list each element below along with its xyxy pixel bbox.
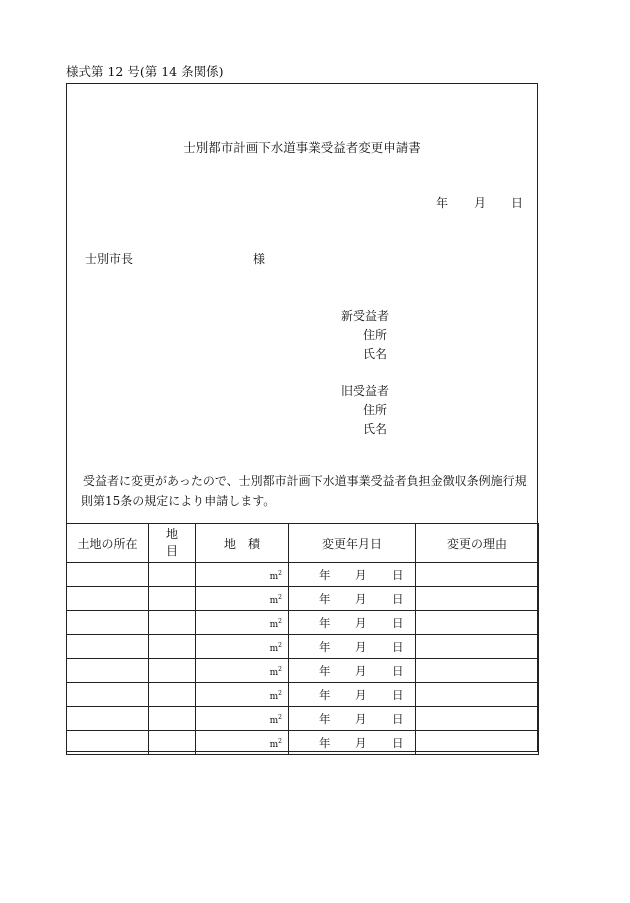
table-row	[67, 659, 539, 683]
cell-area[interactable]	[196, 683, 289, 707]
cell-location[interactable]	[67, 563, 149, 587]
cell-chimoku[interactable]	[149, 611, 196, 635]
row-day-label: 日	[392, 616, 404, 630]
old-beneficiary-label: 旧受益者	[341, 384, 390, 398]
form-title: 士別都市計画下水道事業受益者変更申請書	[183, 140, 421, 155]
row-year-label: 年	[319, 640, 331, 654]
table-row	[67, 563, 539, 587]
row-month-label: 月	[355, 616, 367, 630]
row-month-label: 月	[355, 736, 367, 750]
table-row	[67, 683, 539, 707]
header-chimoku-bottom: 目	[165, 544, 178, 558]
cell-area[interactable]	[196, 611, 289, 635]
cell-change-date[interactable]	[289, 635, 416, 659]
header-chimoku-top: 地	[165, 527, 178, 541]
row-month-label: 月	[355, 592, 367, 606]
row-year-label: 年	[319, 736, 331, 750]
cell-reason[interactable]	[416, 659, 539, 683]
cell-chimoku[interactable]	[149, 683, 196, 707]
cell-reason[interactable]	[416, 707, 539, 731]
cell-reason[interactable]	[416, 683, 539, 707]
area-unit: $m^2$	[269, 641, 282, 654]
cell-location[interactable]	[67, 587, 149, 611]
cell-chimoku[interactable]	[149, 731, 196, 755]
cell-change-date[interactable]	[289, 659, 416, 683]
cell-chimoku[interactable]	[149, 659, 196, 683]
cell-area[interactable]	[196, 659, 289, 683]
row-year-label: 年	[319, 616, 331, 630]
cell-area[interactable]	[196, 635, 289, 659]
new-beneficiary-address-label: 住所	[363, 328, 388, 342]
table-row	[67, 707, 539, 731]
cell-area[interactable]	[196, 563, 289, 587]
row-day-label: 日	[392, 712, 404, 726]
row-month-label: 月	[355, 640, 367, 654]
cell-area[interactable]	[196, 707, 289, 731]
cell-location[interactable]	[67, 635, 149, 659]
cell-location[interactable]	[67, 731, 149, 755]
row-day-label: 日	[392, 592, 404, 606]
form-number: 様式第 12 号(第 14 条関係)	[66, 64, 224, 79]
cell-change-date[interactable]	[289, 611, 416, 635]
table-row	[67, 731, 539, 755]
row-year-label: 年	[319, 568, 331, 582]
area-unit: $m^2$	[269, 713, 282, 726]
row-year-label: 年	[319, 712, 331, 726]
cell-chimoku[interactable]	[149, 587, 196, 611]
row-month-label: 月	[355, 712, 367, 726]
row-year-label: 年	[319, 592, 331, 606]
area-unit: $m^2$	[269, 737, 282, 750]
row-year-label: 年	[319, 664, 331, 678]
old-beneficiary-address-label: 住所	[363, 403, 388, 417]
cell-change-date[interactable]	[289, 707, 416, 731]
cell-change-date[interactable]	[289, 731, 416, 755]
cell-location[interactable]	[67, 707, 149, 731]
table-header-row	[67, 524, 539, 563]
table-row	[67, 635, 539, 659]
row-day-label: 日	[392, 664, 404, 678]
row-day-label: 日	[392, 688, 404, 702]
cell-reason[interactable]	[416, 731, 539, 755]
area-unit: $m^2$	[269, 617, 282, 630]
row-year-label: 年	[319, 688, 331, 702]
table-row	[67, 611, 539, 635]
cell-reason[interactable]	[416, 635, 539, 659]
area-unit: $m^2$	[269, 569, 282, 582]
cell-location[interactable]	[67, 659, 149, 683]
area-unit: $m^2$	[269, 665, 282, 678]
header-area: 地 積	[196, 524, 289, 563]
area-unit: $m^2$	[269, 689, 282, 702]
cell-chimoku[interactable]	[149, 707, 196, 731]
cell-location[interactable]	[67, 611, 149, 635]
cell-area[interactable]	[196, 731, 289, 755]
table-row	[67, 587, 539, 611]
new-beneficiary-name-label: 氏名	[363, 347, 388, 361]
old-beneficiary-name-label: 氏名	[363, 422, 388, 436]
header-change-date: 変更年月日	[289, 524, 416, 563]
cell-chimoku[interactable]	[149, 563, 196, 587]
addressee-name: 士別市長	[85, 252, 134, 266]
cell-change-date[interactable]	[289, 587, 416, 611]
area-unit: $m^2$	[269, 593, 282, 606]
cell-reason[interactable]	[416, 563, 539, 587]
header-reason: 変更の理由	[416, 524, 539, 563]
cell-change-date[interactable]	[289, 563, 416, 587]
application-statement: 受益者に変更があったので、士別都市計画下水道事業受益者負担金徴収条例施行規則第15条の規定により申請します。	[81, 474, 527, 508]
date-month-label: 月	[474, 196, 487, 210]
row-month-label: 月	[355, 688, 367, 702]
cell-area[interactable]	[196, 587, 289, 611]
new-beneficiary-label: 新受益者	[341, 309, 390, 323]
land-table	[66, 523, 539, 755]
row-day-label: 日	[392, 568, 404, 582]
date-year-label: 年	[436, 196, 449, 210]
row-day-label: 日	[392, 736, 404, 750]
date-day-label: 日	[511, 196, 524, 210]
cell-reason[interactable]	[416, 611, 539, 635]
cell-location[interactable]	[67, 683, 149, 707]
row-month-label: 月	[355, 664, 367, 678]
addressee-honorific: 様	[253, 252, 266, 266]
row-day-label: 日	[392, 640, 404, 654]
cell-chimoku[interactable]	[149, 635, 196, 659]
row-month-label: 月	[355, 568, 367, 582]
application-form	[66, 83, 538, 752]
header-location: 土地の所在	[67, 524, 149, 563]
header-chimoku	[149, 524, 196, 563]
cell-reason[interactable]	[416, 587, 539, 611]
cell-change-date[interactable]	[289, 683, 416, 707]
